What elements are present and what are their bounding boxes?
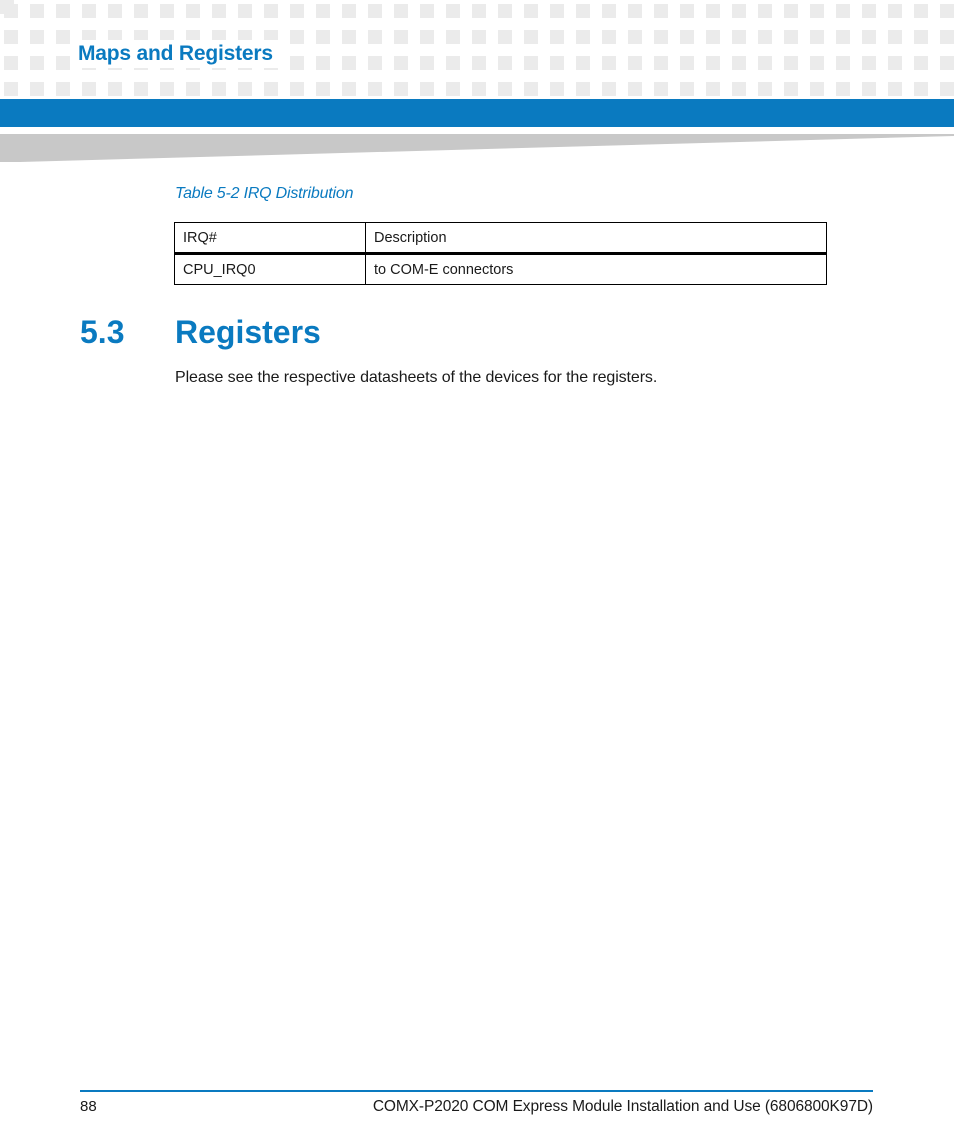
table-caption: Table 5-2 IRQ Distribution [175,185,354,202]
column-header-irq: IRQ# [175,223,366,254]
column-header-description: Description [366,223,827,254]
table-header-row [175,223,827,254]
table-row [175,254,827,285]
document-title: COMX-P2020 COM Express Module Installation and Use (6806800K97D) [372,1098,873,1115]
irq-distribution-table [174,222,827,285]
page-number: 88 [80,1098,97,1115]
table-cell-irq: CPU_IRQ0 [175,254,366,285]
footer-rule [80,1090,873,1092]
chapter-title: Maps and Registers [78,40,279,68]
header-gray-wedge [0,128,954,164]
table-cell-description: to COM-E connectors [366,254,827,285]
section-number: 5.3 [80,314,125,350]
header-blue-band [0,99,954,127]
section-heading [80,310,321,354]
section-title: Registers [175,314,321,350]
section-body-text: Please see the respective datasheets of the devices for the registers. [175,369,658,386]
